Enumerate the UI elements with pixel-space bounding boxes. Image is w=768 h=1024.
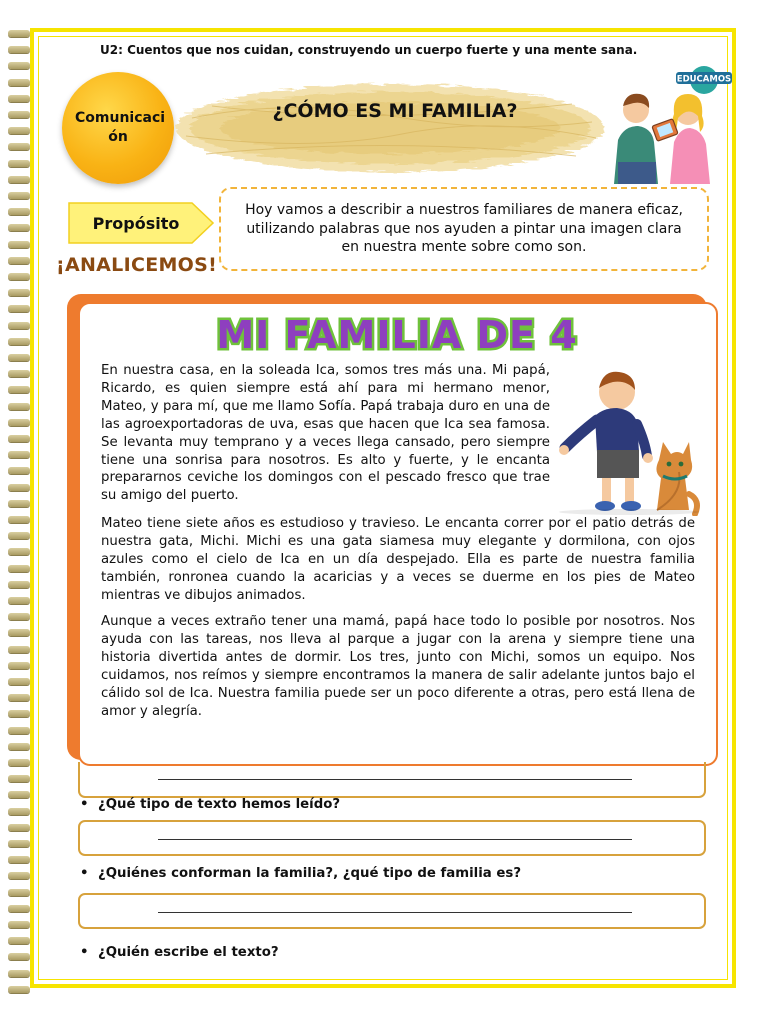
analicemos-heading: ¡ANALICEMOS!	[56, 254, 218, 276]
spiral-ring	[8, 160, 30, 167]
spiral-ring	[8, 662, 30, 669]
spiral-ring	[8, 46, 30, 53]
question-1	[80, 797, 340, 812]
spiral-ring	[8, 403, 30, 410]
spiral-ring	[8, 354, 30, 361]
spiral-ring	[8, 808, 30, 815]
spiral-ring	[8, 840, 30, 847]
spiral-ring	[8, 30, 30, 37]
answer-line	[158, 912, 632, 913]
story-paragraph-2: Mateo tiene siete años es estudioso y travieso. Le encanta correr por el patio detrás de nuestra gata, Michi. Michi es una gata siamesa muy elegante y dormilona, con ojos azules como el cielo de Ica en un día despejado. Ella es parte de nuestra familia también, ronronea cuando la acaricias y a veces se duerme en los pies de Mateo mientras ve dibujos animados.	[101, 516, 695, 603]
spiral-ring	[8, 257, 30, 264]
spiral-ring	[8, 889, 30, 896]
educamos-logo-icon	[676, 66, 732, 94]
boy-and-cat-illustration	[555, 364, 701, 516]
story-title	[212, 306, 582, 360]
spiral-ring	[8, 322, 30, 329]
spiral-ring	[8, 224, 30, 231]
spiral-ring	[8, 127, 30, 134]
question-2-text: ¿Quiénes conforman la familia?, ¿qué tipo de familia es?	[98, 866, 522, 881]
spiral-ring	[8, 143, 30, 150]
spiral-ring	[8, 79, 30, 86]
question-2	[80, 866, 521, 881]
spiral-ring	[8, 597, 30, 604]
spiral-ring	[8, 905, 30, 912]
spiral-ring	[8, 370, 30, 377]
spiral-ring	[8, 629, 30, 636]
spiral-ring	[8, 565, 30, 572]
spiral-ring	[8, 646, 30, 653]
spiral-ring	[8, 970, 30, 977]
spiral-ring	[8, 694, 30, 701]
story-paragraph-1: En nuestra casa, en la soleada Ica, somos tres más una. Mi papá, Ricardo, es quien siempre está ahí para mi hermano menor, Mateo, y para mí, que me llamo Sofía. Papá trabaja duro en una de las agroexportadoras de uva, esas que hacen que Ica sea famosa. Se levanta muy temprano y a veces llega cansado, pero siempre tiene una sonrisa para nosotros. Es alto y fuerte, y le encanta prepararnos ceviche los domingos con el pescado fresco que trae su amigo del puerto.	[101, 363, 550, 504]
spiral-ring	[8, 419, 30, 426]
spiral-binding-icon	[8, 30, 32, 1000]
answer-box-2[interactable]	[78, 820, 706, 856]
spiral-ring	[8, 500, 30, 507]
question-3-text: ¿Quién escribe el texto?	[98, 945, 279, 960]
spiral-ring	[8, 548, 30, 555]
proposito-label: Propósito	[92, 213, 180, 233]
spiral-ring	[8, 921, 30, 928]
educamos-logo-text: EDUCAMOS	[676, 74, 732, 85]
scribble-banner	[172, 78, 608, 178]
story-title-text: MI FAMILIA DE 4	[216, 313, 578, 357]
bullet: •	[80, 945, 89, 960]
spiral-ring	[8, 289, 30, 296]
spiral-ring	[8, 678, 30, 685]
answer-box-3[interactable]	[78, 893, 706, 929]
spiral-ring	[8, 467, 30, 474]
spiral-ring	[8, 273, 30, 280]
unit-title: U2: Cuentos que nos cuidan, construyendo un cuerpo fuerte y una mente sana.	[100, 43, 638, 57]
spiral-ring	[8, 937, 30, 944]
spiral-ring	[8, 872, 30, 879]
area-label: Comunicaci ón	[75, 110, 166, 145]
spiral-ring	[8, 176, 30, 183]
spiral-ring	[8, 484, 30, 491]
spiral-ring	[8, 727, 30, 734]
spiral-ring	[8, 775, 30, 782]
spiral-ring	[8, 953, 30, 960]
spiral-ring	[8, 710, 30, 717]
spiral-ring	[8, 111, 30, 118]
spiral-ring	[8, 435, 30, 442]
story-paragraph-3: Aunque a veces extraño tener una mamá, papá hace todo lo posible por nosotros. Nos ayuda con las tareas, nos lleva al parque a jugar con la arena y siempre tiene una historia divertida antes de dormir. Los tres, junto con Michi, somos un equipo. Nos cuidamos, nos reímos y siempre encontramos la manera de salir adelante juntos bajo el cálido sol de Ica. Nuestra familia puede ser un poco diferente a otras, pero está llena de amor y alegría.	[101, 614, 695, 719]
spiral-ring	[8, 192, 30, 199]
spiral-ring	[8, 743, 30, 750]
spiral-ring	[8, 532, 30, 539]
spiral-ring	[8, 241, 30, 248]
spiral-ring	[8, 581, 30, 588]
spiral-ring	[8, 986, 30, 993]
spiral-ring	[8, 62, 30, 69]
question-1-text: ¿Qué tipo de texto hemos leído?	[98, 797, 341, 812]
bullet: •	[80, 797, 89, 812]
answer-line	[158, 779, 632, 780]
spiral-ring	[8, 516, 30, 523]
spiral-ring	[8, 305, 30, 312]
spiral-ring	[8, 338, 30, 345]
spiral-ring	[8, 759, 30, 766]
page-title: ¿CÓMO ES MI FAMILIA?	[272, 100, 518, 122]
question-3	[80, 945, 279, 960]
spiral-ring	[8, 386, 30, 393]
answer-box-1[interactable]	[78, 762, 706, 798]
spiral-ring	[8, 613, 30, 620]
gold-seal-icon	[62, 72, 174, 184]
spiral-ring	[8, 791, 30, 798]
children-with-tablet-illustration	[606, 66, 732, 186]
spiral-ring	[8, 95, 30, 102]
proposito-text: Hoy vamos a describir a nuestros familiares de manera eficaz, utilizando palabras que nos ayuden a pintar una imagen clara en nuestra mente sobre como son.	[219, 187, 709, 271]
spiral-ring	[8, 824, 30, 831]
bullet: •	[80, 866, 89, 881]
spiral-ring	[8, 208, 30, 215]
spiral-ring	[8, 856, 30, 863]
answer-line	[158, 839, 632, 840]
spiral-ring	[8, 451, 30, 458]
